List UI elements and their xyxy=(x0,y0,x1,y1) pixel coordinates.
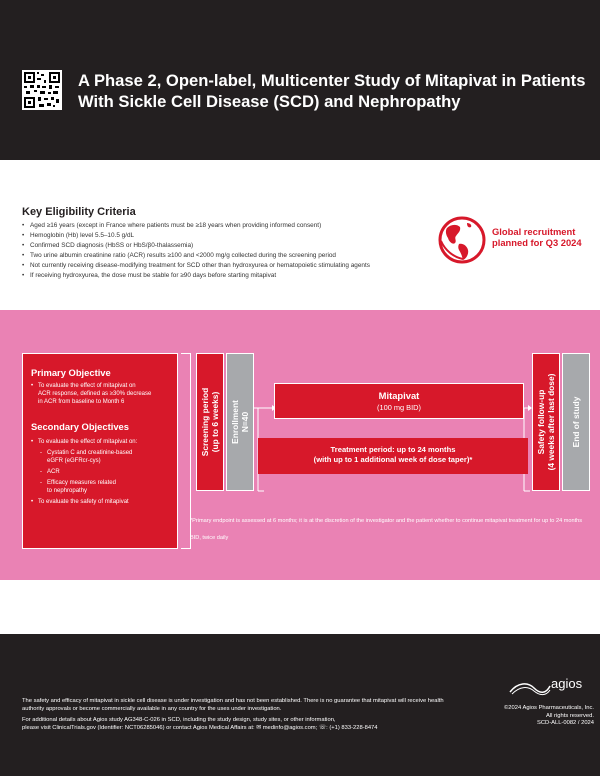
eligibility-list xyxy=(22,221,442,281)
secondary-objectives-heading: Secondary Objectives xyxy=(31,421,129,432)
abbreviation-note: BID, twice daily xyxy=(190,535,229,541)
eligibility-section xyxy=(0,160,600,310)
treatment-period-box xyxy=(258,438,528,474)
study-design-section xyxy=(0,310,600,580)
mitapivat-box xyxy=(274,383,524,419)
footer xyxy=(0,634,600,776)
treatment-line: (with up to 1 additional week of dose taper)* xyxy=(313,455,473,464)
safety-line: (4 weeks after last dose) xyxy=(546,373,556,471)
enrollment-label xyxy=(230,400,250,444)
objective-line: ACR response, defined as ≥30% decrease xyxy=(38,391,152,397)
globe-icon xyxy=(437,215,487,265)
recruitment-line: Global recruitment xyxy=(492,226,576,237)
secondary-sub-item: - Efficacy measures related xyxy=(31,479,173,487)
eligibility-item: • If receiving hydroxyurea, the dose must be stable for ≥90 days before starting mitapivat xyxy=(22,271,442,281)
spacer xyxy=(0,580,600,634)
screening-period-bar xyxy=(196,353,224,491)
primary-objective-item xyxy=(31,382,173,406)
secondary-objective-item: • To evaluate the effect of mitapivat on: xyxy=(31,438,173,446)
screening-label xyxy=(200,388,220,456)
end-of-study-label: End of study xyxy=(571,396,581,448)
enrollment-line: N=40 xyxy=(240,411,250,433)
objectives-box xyxy=(22,353,178,549)
eligibility-item: • Aged ≥16 years (except in France where patients must be ≥18 years when providing informed consent) xyxy=(22,221,442,231)
copyright xyxy=(504,705,594,728)
copyright-line: ©2024 Agios Pharmaceuticals, Inc. xyxy=(504,705,594,711)
recruitment-line: planned for Q3 2024 xyxy=(492,237,582,248)
eligibility-item: • Not currently receiving disease-modifying treatment for SCD other than hydroxyurea or hematopoietic stimulating agents xyxy=(22,261,442,271)
contact-line: For additional details about Agios study AG348-C-026 in SCD, including the study design, study sites, or other information, xyxy=(22,717,336,723)
rights-line: All rights reserved. xyxy=(545,712,594,719)
header xyxy=(0,0,600,160)
eligibility-item: • Hemoglobin (Hb) level 5.5–10.5 g/dL xyxy=(22,231,442,241)
safety-follow-up-bar xyxy=(532,353,560,491)
objective-line: in ACR from baseline to Month 6 xyxy=(38,399,125,405)
contact-details xyxy=(22,717,462,732)
eligibility-item: • Two urine albumin creatinine ratio (ACR) results ≥100 and <2000 mg/g collected during the screening period xyxy=(22,251,442,261)
enrollment-bar xyxy=(226,353,254,491)
secondary-sub-item-cont: eGFR (eGFRcr-cys) xyxy=(47,458,101,464)
screening-line: (up to 6 weeks) xyxy=(210,391,220,453)
primary-objective-list xyxy=(31,382,173,406)
logo-text: agios xyxy=(551,676,583,691)
drug-dose: (100 mg BID) xyxy=(377,403,421,412)
secondary-sub-item: - Cystatin C and creatinine-based xyxy=(31,449,173,457)
drug-name: Mitapivat xyxy=(378,390,420,401)
screening-line: Screening period xyxy=(200,387,210,457)
eligibility-item: • Confirmed SCD diagnosis (HbSS or HbS/β0-thalassemia) xyxy=(22,241,442,251)
secondary-objective-item: • To evaluate the safety of mitapivat xyxy=(31,498,173,506)
page-title: A Phase 2, Open-label, Multicenter Study of Mitapivat in Patients With Sickle Cell Disease (SCD) and Nephropathy xyxy=(78,71,586,111)
secondary-objectives-list xyxy=(31,438,173,506)
contact-line[interactable]: please visit ClinicalTrials.gov (Identifier: NCT06285046) or contact Agios Medical Affairs at: ✉ medinfo@agios.com; ☏: (+1) 833-228-8474 xyxy=(22,724,378,731)
eligibility-heading: Key Eligibility Criteria xyxy=(22,206,136,218)
treatment-line: Treatment period: up to 24 months xyxy=(330,445,456,454)
objective-line: To evaluate the effect of mitapivat on xyxy=(38,383,136,389)
recruitment-callout xyxy=(492,226,596,248)
document-code: SCD-ALL-0082 / 2024 xyxy=(536,720,594,727)
secondary-sub-item: - ACR xyxy=(31,468,173,476)
safety-label xyxy=(536,374,556,471)
safety-line: Safety follow-up xyxy=(536,389,546,455)
end-of-study-bar xyxy=(562,353,590,491)
qr-code-icon[interactable] xyxy=(22,70,62,110)
disclaimer: The safety and efficacy of mitapivat in sickle cell disease is under investigation and has not been established. There is no guarantee that mitapivat will receive health authority approvals or become commercially available in any country for the uses under investigation. xyxy=(22,698,444,712)
enrollment-line: Enrollment xyxy=(230,400,240,444)
footnote: *Primary endpoint is assessed at 6 months; it is at the discretion of the investigator and the patient whether to continue mitapivat treatment for up to 24 months xyxy=(190,518,583,524)
secondary-sub-item-cont: to nephropathy xyxy=(47,488,88,494)
primary-objective-heading: Primary Objective xyxy=(31,367,111,378)
